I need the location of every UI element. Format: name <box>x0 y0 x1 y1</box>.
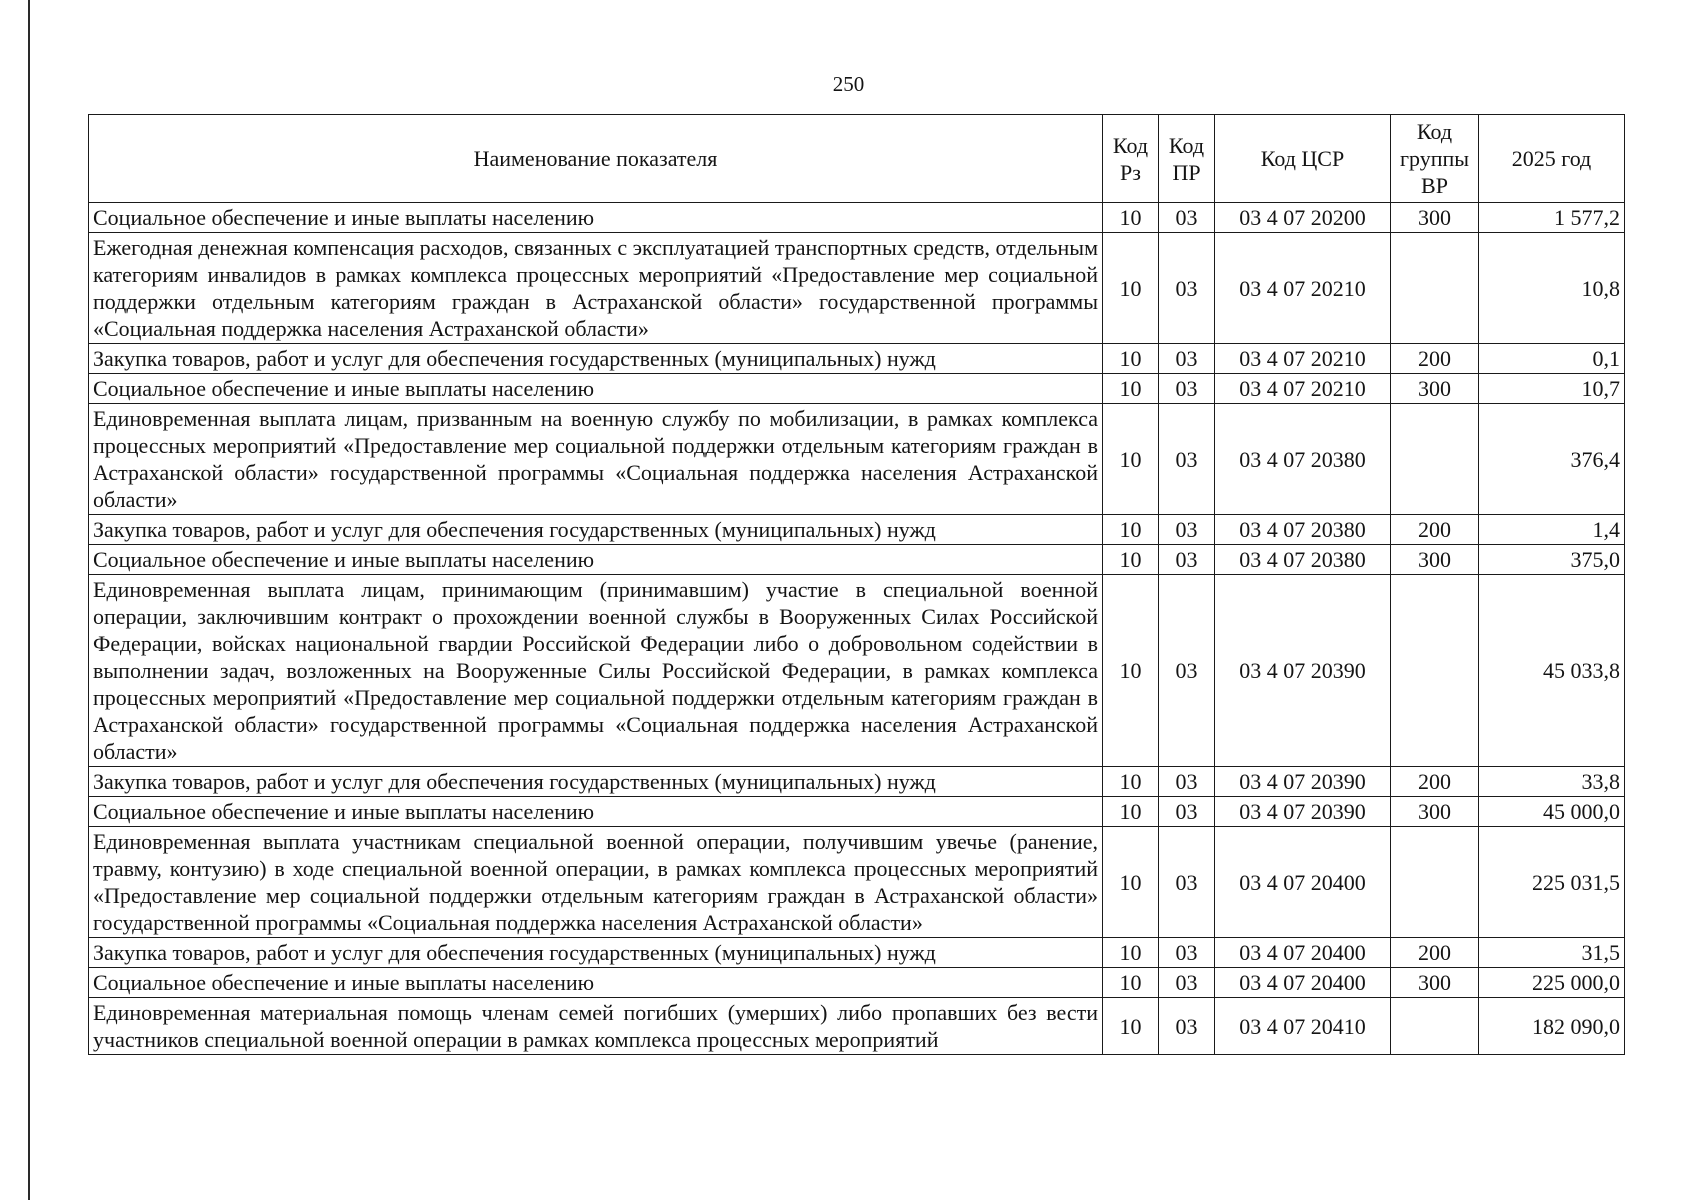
cell-value: 45 000,0 <box>1479 797 1625 827</box>
cell-rz: 10 <box>1103 998 1159 1055</box>
cell-pr: 03 <box>1159 998 1215 1055</box>
cell-pr: 03 <box>1159 404 1215 515</box>
cell-rz: 10 <box>1103 575 1159 767</box>
cell-csr: 03 4 07 20210 <box>1215 344 1391 374</box>
page-number: 250 <box>832 72 865 96</box>
cell-rz: 10 <box>1103 938 1159 968</box>
cell-value: 182 090,0 <box>1479 998 1625 1055</box>
header-year: 2025 год <box>1479 115 1625 203</box>
cell-value: 1 577,2 <box>1479 203 1625 233</box>
cell-csr: 03 4 07 20210 <box>1215 233 1391 344</box>
cell-csr: 03 4 07 20400 <box>1215 938 1391 968</box>
cell-vr: 300 <box>1391 374 1479 404</box>
cell-rz: 10 <box>1103 515 1159 545</box>
cell-value: 376,4 <box>1479 404 1625 515</box>
table-row <box>89 575 1625 767</box>
header-name: Наименование показателя <box>89 115 1103 203</box>
cell-pr: 03 <box>1159 203 1215 233</box>
table-row <box>89 827 1625 938</box>
table-row <box>89 767 1625 797</box>
cell-name: Единовременная материальная помощь членам семей погибших (умерших) либо пропавших без вести участников специальной военной операции в рамках комплекса процессных мероприятий <box>89 998 1103 1055</box>
cell-name: Социальное обеспечение и иные выплаты населению <box>89 968 1103 998</box>
cell-rz: 10 <box>1103 545 1159 575</box>
cell-vr: 300 <box>1391 797 1479 827</box>
table-row <box>89 545 1625 575</box>
cell-csr: 03 4 07 20400 <box>1215 968 1391 998</box>
header-csr: Код ЦСР <box>1215 115 1391 203</box>
cell-value: 31,5 <box>1479 938 1625 968</box>
table-row <box>89 797 1625 827</box>
cell-name: Закупка товаров, работ и услуг для обеспечения государственных (муниципальных) нужд <box>89 515 1103 545</box>
cell-pr: 03 <box>1159 515 1215 545</box>
cell-rz: 10 <box>1103 827 1159 938</box>
cell-value: 0,1 <box>1479 344 1625 374</box>
table-row <box>89 203 1625 233</box>
table-row <box>89 938 1625 968</box>
cell-pr: 03 <box>1159 344 1215 374</box>
cell-vr: 200 <box>1391 938 1479 968</box>
cell-name: Единовременная выплата лицам, принимающим (принимавшим) участие в специальной военной операции, заключившим контракт о прохождении военной службы в Вооруженных Силах Российской Федерации, войсках национальной гвардии Российской Федерации либо о добровольном содействии в выполнении задач, возложенных на Вооруженные Силы Российской Федерации, в рамках комплекса процессных мероприятий «Предоставление мер социальной поддержки отдельным категориям граждан в Астраханской области» государственной программы «Социальная поддержка населения Астраханской области» <box>89 575 1103 767</box>
cell-vr <box>1391 404 1479 515</box>
table-row <box>89 233 1625 344</box>
cell-vr: 200 <box>1391 344 1479 374</box>
cell-rz: 10 <box>1103 797 1159 827</box>
table-row <box>89 404 1625 515</box>
cell-value: 33,8 <box>1479 767 1625 797</box>
cell-pr: 03 <box>1159 374 1215 404</box>
budget-table <box>88 114 1625 1055</box>
cell-csr: 03 4 07 20380 <box>1215 545 1391 575</box>
header-rz: Код Рз <box>1103 115 1159 203</box>
cell-rz: 10 <box>1103 203 1159 233</box>
cell-vr: 300 <box>1391 545 1479 575</box>
table-row <box>89 374 1625 404</box>
table-header-row <box>89 115 1625 203</box>
cell-rz: 10 <box>1103 344 1159 374</box>
cell-csr: 03 4 07 20380 <box>1215 404 1391 515</box>
cell-csr: 03 4 07 20410 <box>1215 998 1391 1055</box>
cell-name: Закупка товаров, работ и услуг для обеспечения государственных (муниципальных) нужд <box>89 767 1103 797</box>
cell-name: Социальное обеспечение и иные выплаты населению <box>89 545 1103 575</box>
cell-csr: 03 4 07 20200 <box>1215 203 1391 233</box>
cell-pr: 03 <box>1159 767 1215 797</box>
cell-vr <box>1391 998 1479 1055</box>
cell-pr: 03 <box>1159 968 1215 998</box>
cell-vr <box>1391 233 1479 344</box>
table-row <box>89 344 1625 374</box>
cell-value: 225 031,5 <box>1479 827 1625 938</box>
cell-rz: 10 <box>1103 968 1159 998</box>
cell-value: 45 033,8 <box>1479 575 1625 767</box>
scan-edge-line <box>28 0 30 1200</box>
cell-rz: 10 <box>1103 767 1159 797</box>
cell-csr: 03 4 07 20390 <box>1215 575 1391 767</box>
cell-vr: 200 <box>1391 515 1479 545</box>
cell-csr: 03 4 07 20380 <box>1215 515 1391 545</box>
cell-csr: 03 4 07 20210 <box>1215 374 1391 404</box>
cell-vr <box>1391 827 1479 938</box>
cell-value: 225 000,0 <box>1479 968 1625 998</box>
cell-vr <box>1391 575 1479 767</box>
cell-csr: 03 4 07 20400 <box>1215 827 1391 938</box>
cell-vr: 200 <box>1391 767 1479 797</box>
cell-name: Социальное обеспечение и иные выплаты населению <box>89 374 1103 404</box>
cell-csr: 03 4 07 20390 <box>1215 767 1391 797</box>
cell-value: 375,0 <box>1479 545 1625 575</box>
cell-csr: 03 4 07 20390 <box>1215 797 1391 827</box>
cell-vr: 300 <box>1391 203 1479 233</box>
cell-rz: 10 <box>1103 374 1159 404</box>
cell-value: 10,7 <box>1479 374 1625 404</box>
cell-name: Закупка товаров, работ и услуг для обеспечения государственных (муниципальных) нужд <box>89 344 1103 374</box>
cell-name: Социальное обеспечение и иные выплаты населению <box>89 203 1103 233</box>
header-pr: Код ПР <box>1159 115 1215 203</box>
cell-name: Единовременная выплата участникам специальной военной операции, получившим увечье (ранение, травму, контузию) в ходе специальной военной операции, в рамках комплекса процессных мероприятий «Предоставление мер социальной поддержки отдельным категориям граждан в Астраханской области» государственной программы «Социальная поддержка населения Астраханской области» <box>89 827 1103 938</box>
cell-pr: 03 <box>1159 938 1215 968</box>
cell-pr: 03 <box>1159 827 1215 938</box>
table-row <box>89 515 1625 545</box>
cell-pr: 03 <box>1159 545 1215 575</box>
cell-pr: 03 <box>1159 797 1215 827</box>
cell-value: 10,8 <box>1479 233 1625 344</box>
cell-vr: 300 <box>1391 968 1479 998</box>
table-row <box>89 998 1625 1055</box>
cell-rz: 10 <box>1103 404 1159 515</box>
cell-name: Единовременная выплата лицам, призванным на военную службу по мобилизации, в рамках комплекса процессных мероприятий «Предоставление мер социальной поддержки отдельным категориям граждан в Астраханской области» государственной программы «Социальная поддержка населения Астраханской области» <box>89 404 1103 515</box>
cell-name: Закупка товаров, работ и услуг для обеспечения государственных (муниципальных) нужд <box>89 938 1103 968</box>
cell-rz: 10 <box>1103 233 1159 344</box>
cell-pr: 03 <box>1159 233 1215 344</box>
cell-name: Ежегодная денежная компенсация расходов, связанных с эксплуатацией транспортных средств, отдельным категориям инвалидов в рамках комплекса процессных мероприятий «Предоставление мер социальной поддержки отдельным категориям граждан в Астраханской области» государственной программы «Социальная поддержка населения Астраханской области» <box>89 233 1103 344</box>
cell-pr: 03 <box>1159 575 1215 767</box>
table-row <box>89 968 1625 998</box>
cell-value: 1,4 <box>1479 515 1625 545</box>
header-vr: Код группы ВР <box>1391 115 1479 203</box>
cell-name: Социальное обеспечение и иные выплаты населению <box>89 797 1103 827</box>
